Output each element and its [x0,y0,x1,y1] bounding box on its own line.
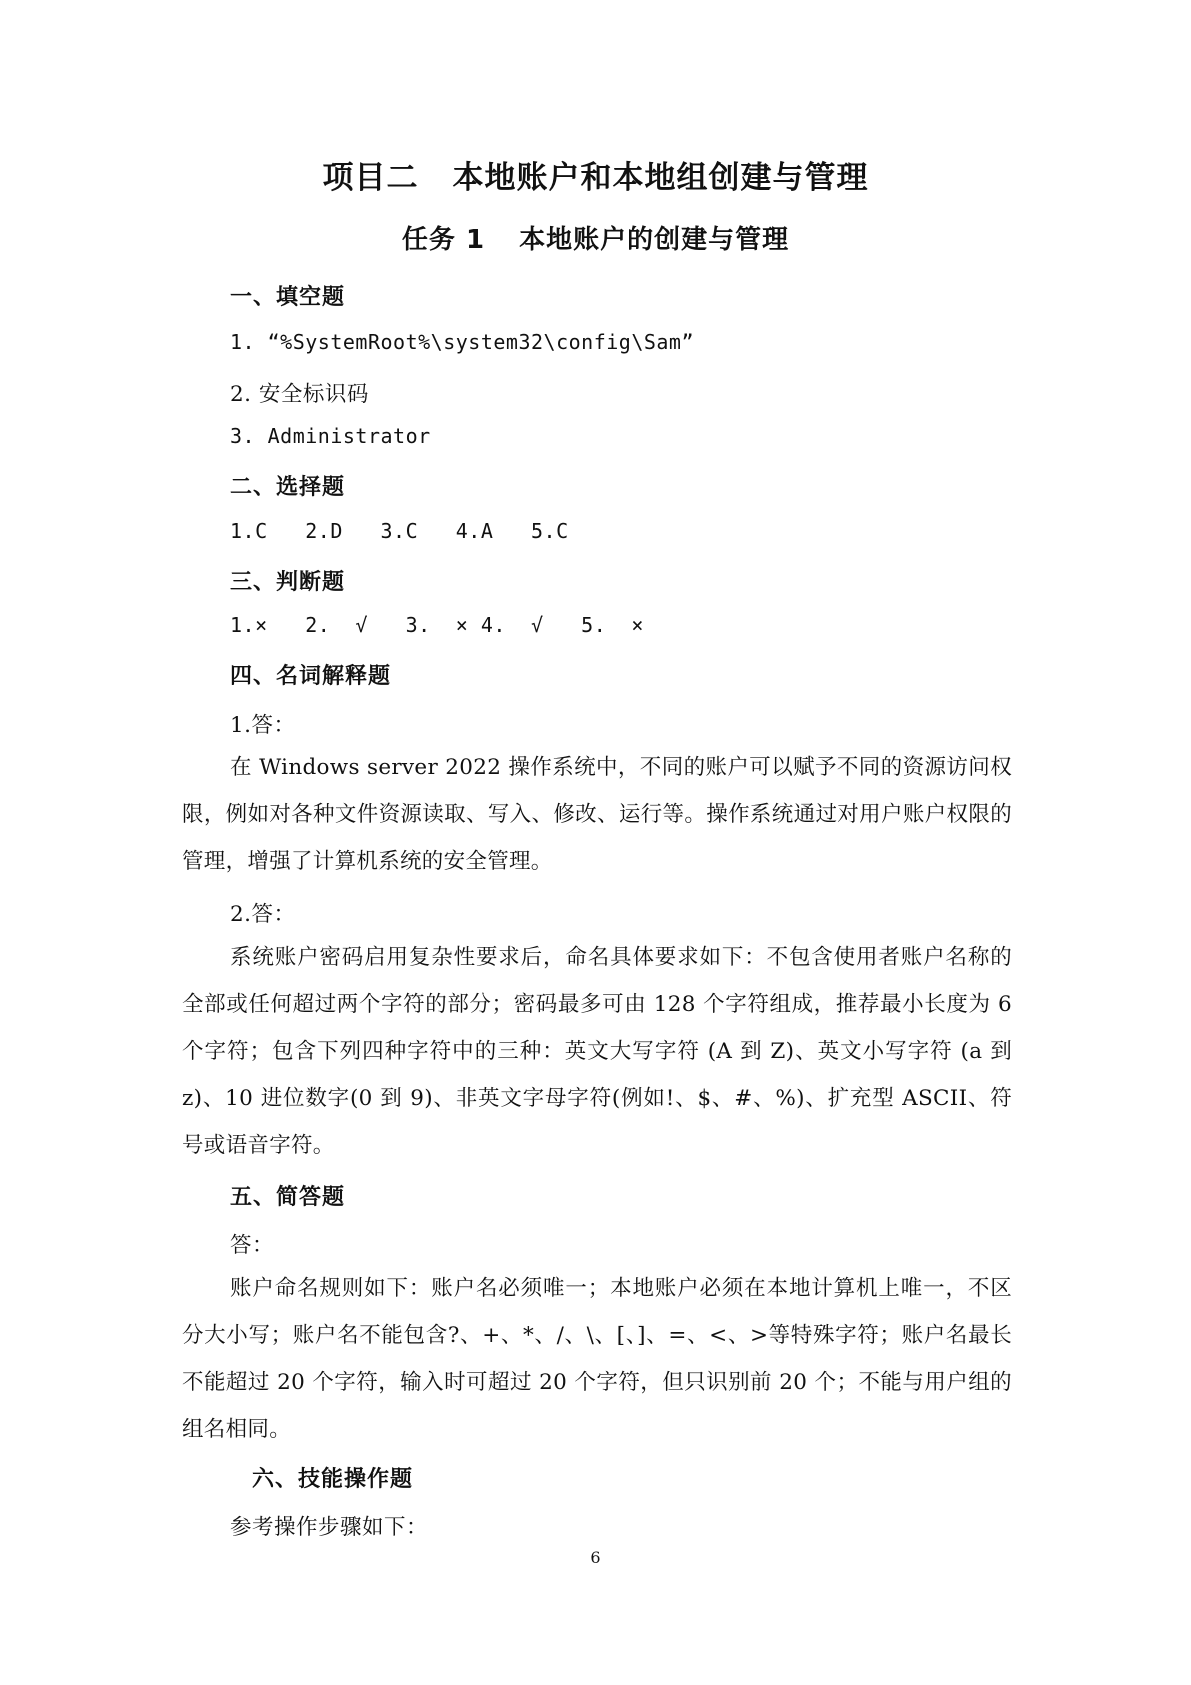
subtitle-topic: 本地账户的创建与管理 [519,225,790,255]
answer-label: 1.答： [230,713,296,738]
answer-item: 1. “%SystemRoot%\system32\config\Sam” [230,330,695,354]
answer-item: 2. 安全标识码 [230,382,369,407]
answer-paragraph: 账户命名规则如下：账户名必须唯一；本地账户必须在本地计算机上唯一，不区分大小写；账户名不能包含?、+、*、/、\、[、]、=、<、>等特殊字符；账户名最长不能超过 20 个字符，输入时可超过 20 个字符，但只识别前 20 个；不能与用户组的组名相同。 [182,1276,1012,1442]
section-heading-fill-blank: 一、填空题 [230,285,346,310]
answer-paragraph: 在 Windows server 2022 操作系统中，不同的账户可以赋予不同的资源访问权限，例如对各种文件资源读取、写入、修改、运行等。操作系统通过对用户账户权限的管理，增强了计算机系统的安全管理。 [182,755,1012,874]
instruction-text: 参考操作步骤如下： [230,1515,429,1540]
answer-label: 答： [230,1233,275,1258]
section-heading-terms: 四、名词解释题 [230,664,392,689]
answer-label: 2.答： [230,902,296,927]
page-number: 6 [590,1548,601,1567]
page-title [0,152,1191,197]
section-heading-true-false: 三、判断题 [230,570,346,595]
section-heading-short-answer: 五、简答题 [230,1185,346,1210]
section-heading-skills: 六、技能操作题 [252,1467,414,1492]
section-heading-choice: 二、选择题 [230,475,346,500]
page-subtitle [0,219,1191,256]
answer-paragraph: 系统账户密码启用复杂性要求后，命名具体要求如下：不包含使用者账户名称的全部或任何超过两个字符的部分；密码最多可由 128 个字符组成，推荐最小长度为 6 个字符；包含下列四种字符中的三种：英文大写字符 (A 到 Z)、英文小写字符 (a 到 z)、10 进位数字(0 到 9)、非英文字母字符(例如!、$、#、%)、扩充型 ASCII、符号或语音字符。 [182,945,1012,1158]
title-topic: 本地账户和本地组创建与管理 [452,160,869,196]
true-false-answers: 1.× 2. √ 3. × 4. √ 5. × [230,613,644,637]
subtitle-task: 任务 1 [401,225,486,255]
title-project: 项目二 [322,160,419,196]
choice-answers: 1.C 2.D 3.C 4.A 5.C [230,519,569,543]
answer-item: 3. Administrator [230,424,431,448]
